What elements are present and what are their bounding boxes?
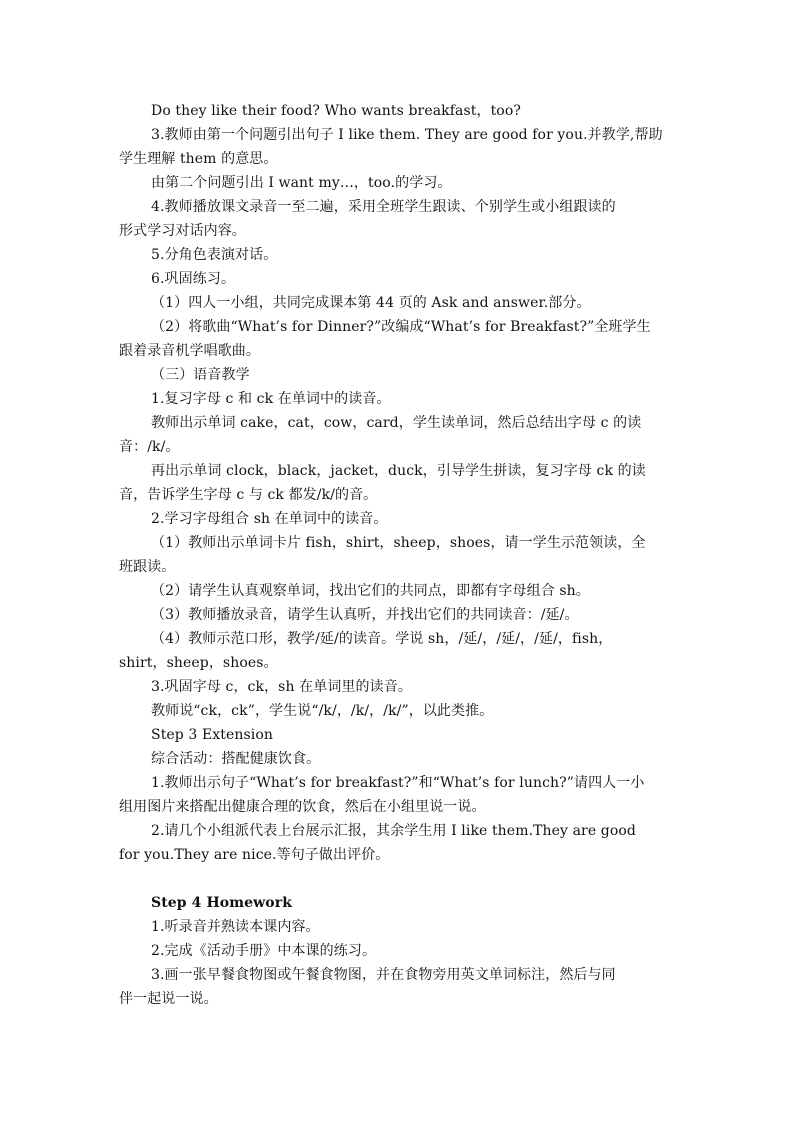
- text-line: 音：/k/。: [119, 439, 180, 455]
- text-line: 3.巩固字母 c，ck，sh 在单词里的读音。: [151, 679, 412, 695]
- text-line: 组用图片来搭配出健康合理的饮食，然后在小组里说一说。: [119, 799, 486, 815]
- text-line: 学生理解 them 的意思。: [119, 151, 278, 167]
- text-line: 班跟读。: [119, 559, 176, 575]
- text-line: 2.请几个小组派代表上台展示汇报，其余学生用 I like them.They are good: [151, 823, 636, 839]
- text-line: 跟着录音机学唱歌曲。: [119, 343, 260, 359]
- text-line: shirt，sheep，shoes。: [119, 655, 278, 671]
- text-line: for you.They are nice.等句子做出评价。: [119, 847, 390, 863]
- text-line: 3.画一张早餐食物图或午餐食物图，并在食物旁用英文单词标注，然后与同: [151, 967, 616, 983]
- text-line: 2.完成《活动手册》中本课的练习。: [151, 943, 377, 959]
- text-line: 3.教师由第一个问题引出句子 I like them. They are good for you.并教学,帮助: [151, 127, 663, 143]
- text-line: （2）将歌曲“What’s for Dinner?”改编成“What’s for Breakfast?”全班学生: [151, 319, 651, 335]
- text-line: 形式学习对话内容。: [119, 223, 246, 239]
- text-line: 音，告诉学生字母 c 与 ck 都发/k/的音。: [119, 487, 378, 503]
- text-line: 1.听录音并熟读本课内容。: [151, 919, 320, 935]
- section-heading: Step 4 Homework: [151, 895, 293, 911]
- text-line: Do they like their food? Who wants breakfast，too?: [151, 103, 521, 119]
- text-line: （2）请学生认真观察单词，找出它们的共同点，即都有字母组合 sh。: [151, 583, 590, 599]
- text-line: 再出示单词 clock，black，jacket，duck，引导学生拼读，复习字母 ck 的读: [151, 463, 646, 479]
- text-line: （4）教师示范口形，教学/延/的读音。学说 sh，/延/，/延/，/延/，fish，: [151, 631, 613, 647]
- text-line: （3）教师播放录音，请学生认真听，并找出它们的共同读音：/延/。: [151, 607, 579, 623]
- text-line: 1.复习字母 c 和 ck 在单词中的读音。: [151, 391, 391, 407]
- text-line: （1）四人一小组，共同完成课本第 44 页的 Ask and answer.部分。: [151, 295, 591, 311]
- text-line: 6.巩固练习。: [151, 271, 236, 287]
- text-line: 教师说“ck，ck”，学生说“/k/，/k/，/k/”，以此类推。: [151, 703, 494, 719]
- text-line: 伴一起说一说。: [119, 991, 218, 1007]
- text-line: 4.教师播放课文录音一至二遍，采用全班学生跟读、个别学生或小组跟读的: [151, 199, 616, 215]
- text-line: 由第二个问题引出 I want my…，too.的学习。: [151, 175, 452, 191]
- text-line: 2.学习字母组合 sh 在单词中的读音。: [151, 511, 388, 527]
- text-line: 1.教师出示句子“What’s for breakfast?”和“What’s for lunch?”请四人一小: [151, 775, 645, 791]
- section-heading: （三）语音教学: [151, 367, 250, 383]
- text-line: 教师出示单词 cake，cat，cow，card，学生读单词，然后总结出字母 c 的读: [151, 415, 642, 431]
- text-line: 5.分角色表演对话。: [151, 247, 278, 263]
- text-line: 综合活动：搭配健康饮食。: [151, 751, 321, 767]
- section-heading: Step 3 Extension: [151, 727, 274, 743]
- text-line: （1）教师出示单词卡片 fish，shirt，sheep，shoes，请一学生示范领读，全: [151, 535, 646, 551]
